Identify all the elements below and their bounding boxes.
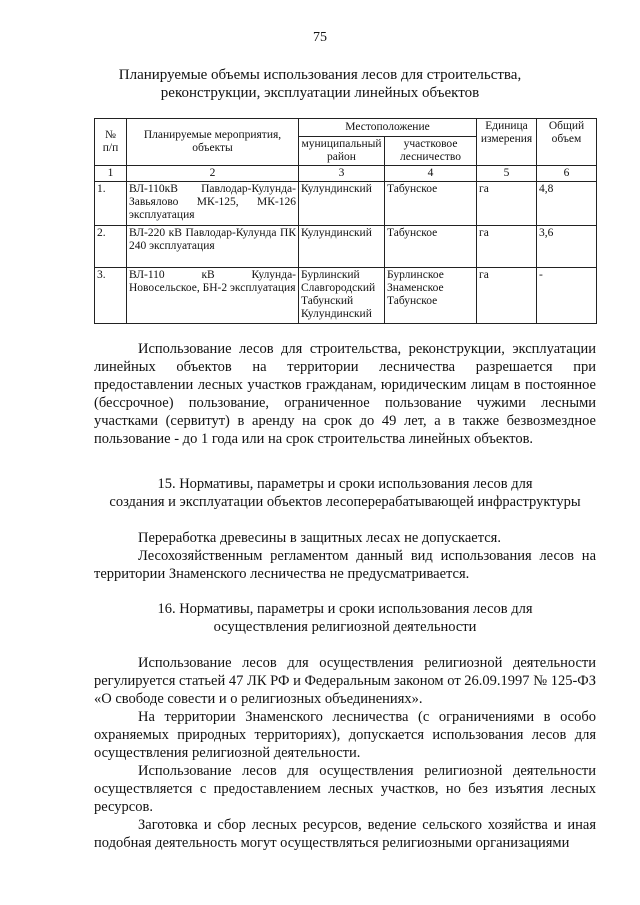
- table-row: [95, 226, 597, 268]
- paragraph-regulation: Лесохозяйственным регламентом данный вид использования лесов на территории Знаменского лесничества не предусматривается.: [94, 548, 596, 582]
- colnum-cell: 3: [299, 166, 385, 182]
- table-title-line2: реконструкции, эксплуатации линейных объектов: [160, 85, 480, 101]
- section-heading-16-line1: 16. Нормативы, параметры и сроки использования лесов для: [157, 601, 533, 617]
- row-forestry: Табунское: [385, 226, 477, 268]
- row-forestry: Табунское: [385, 182, 477, 226]
- row-num: 3.: [95, 268, 127, 324]
- section-heading-15-line2: создания и эксплуатации объектов лесоперерабатывающей инфраструктуры: [109, 494, 581, 510]
- colnum-cell: 2: [127, 166, 299, 182]
- row-volume: -: [537, 268, 597, 324]
- table-title-line1: Планируемые объемы использования лесов для строительства,: [118, 67, 522, 83]
- row-activity: ВЛ-110кВ Павлодар-Кулунда-Завьялово МК-125, МК-126 эксплуатация: [127, 182, 299, 226]
- section-heading-16: [94, 600, 596, 636]
- page-number: 75: [313, 30, 327, 45]
- paragraph-wood-processing: Переработка древесины в защитных лесах не допускается.: [138, 530, 501, 546]
- paragraph-religious-harvesting: Заготовка и сбор лесных ресурсов, ведение сельского хозяйства и иная подобная деятельность могут осуществляться религиозными организациями: [94, 817, 596, 851]
- header-location: Местоположение: [299, 119, 477, 137]
- colnum-cell: 6: [537, 166, 597, 182]
- colnum-cell: 4: [385, 166, 477, 182]
- row-district: Кулундинский: [299, 182, 385, 226]
- paragraph-religious-law: Использование лесов для осуществления религиозной деятельности регулируется статьей 47 ЛК РФ и Федеральным законом от 26.09.1997 № 125-ФЗ «О свободе совести и о религиозных объединениях».: [94, 655, 596, 707]
- row-num: 2.: [95, 226, 127, 268]
- table-header-row: [95, 119, 597, 137]
- table-row: [95, 182, 597, 226]
- row-activity: ВЛ-220 кВ Павлодар-Кулунда ПК 240 эксплуатация: [127, 226, 299, 268]
- header-forestry: участковое лесничество: [385, 137, 477, 166]
- colnum-cell: 5: [477, 166, 537, 182]
- table-colnum-row: [95, 166, 597, 182]
- row-unit: га: [477, 182, 537, 226]
- row-forestry: Бурлинское Знаменское Табунское: [385, 268, 477, 324]
- header-activity: Планируемые мероприятия, объекты: [127, 119, 299, 166]
- objects-table: [94, 118, 597, 324]
- header-volume: Общий объем: [537, 119, 597, 166]
- table-title: [96, 66, 544, 102]
- header-district: муниципальный район: [299, 137, 385, 166]
- section-heading-16-line2: осуществления религиозной деятельности: [213, 619, 477, 635]
- row-volume: 4,8: [537, 182, 597, 226]
- header-num: № п/п: [95, 119, 127, 166]
- row-unit: га: [477, 268, 537, 324]
- section-heading-15-line1: 15. Нормативы, параметры и сроки использования лесов для: [157, 476, 533, 492]
- section-heading-15: [94, 475, 596, 511]
- row-num: 1.: [95, 182, 127, 226]
- table-row: [95, 268, 597, 324]
- row-district: Бурлинский Славгородский Табунский Кулундинский: [299, 268, 385, 324]
- row-activity: ВЛ-110 кВ Кулунда-Новосельское, БН-2 эксплуатация: [127, 268, 299, 324]
- paragraph-religious-allowed: На территории Знаменского лесничества (с ограничениями в особо охраняемых природных территориях), допускается использования лесов для осуществления религиозной деятельности.: [94, 709, 596, 761]
- paragraph-religious-no-withdrawal: Использование лесов для осуществления религиозной деятельности осуществляется с предоставлением лесных участков, но без изъятия лесных ресурсов.: [94, 763, 596, 815]
- row-volume: 3,6: [537, 226, 597, 268]
- header-unit: Единица измерения: [477, 119, 537, 166]
- row-district: Кулундинский: [299, 226, 385, 268]
- row-unit: га: [477, 226, 537, 268]
- paragraph-linear-objects: Использование лесов для строительства, реконструкции, эксплуатации линейных объектов на территории лесничества разрешается при предоставлении лесных участков гражданам, юридическим лицам в постоянное (бессрочное) пользование, ограниченное пользование чужими лесными участками (сервитут) в аренду на срок до 49 лет, а в также безвозмездное пользование - до 1 года или на срок строительства линейных объектов.: [94, 341, 596, 447]
- colnum-cell: 1: [95, 166, 127, 182]
